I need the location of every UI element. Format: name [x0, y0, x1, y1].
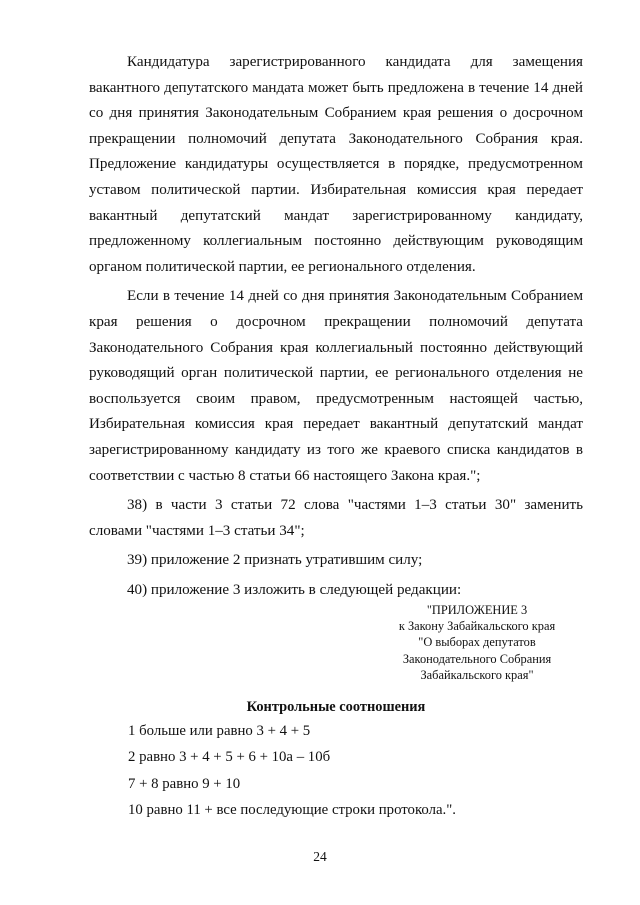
paragraph-item-39: 39) приложение 2 признать утратившим силу;: [127, 552, 423, 569]
appendix-header-line: Забайкальского края": [420, 667, 534, 682]
control-ratio: 10 равно 11 + все последующие строки протокола.".: [128, 801, 456, 818]
appendix-header-line: Законодательного Собрания: [402, 651, 552, 666]
document-body: [89, 50, 583, 603]
paragraph-fourteen-days: Если в течение 14 дней со дня принятия Законодательным Собранием края решения о досрочном прекращении полномочий депутата Законодательного Собрания края коллегиальный постоянно действующий руководящий орган политической партии, ее регионального отделения не воспользуется своим правом, предусмотренным настоящей частью, Избирательная комиссия края передает вакантный депутатский мандат зарегистрированному кандидату из того же краевого списка кандидатов в соответствии с частью 8 статьи 66 настоящего Закона края.";: [89, 288, 583, 484]
appendix-header: [372, 602, 582, 683]
appendix-header-line: к Закону Забайкальского края: [398, 619, 556, 634]
page-number: 24: [313, 849, 327, 864]
section-title: Контрольные соотношения: [246, 699, 426, 715]
control-ratio: 2 равно 3 + 4 + 5 + 6 + 10а – 10б: [128, 749, 331, 766]
control-ratios-list: [128, 718, 568, 823]
appendix-header-line: "ПРИЛОЖЕНИЕ 3: [426, 603, 528, 617]
control-ratio: 7 + 8 равно 9 + 10: [128, 775, 241, 792]
paragraph-mandate-candidate: Кандидатура зарегистрированного кандидата для замещения вакантного депутатского мандата может быть предложена в течение 14 дней со дня принятия Законодательным Собранием края решения о досрочном прекращении полномочий депутата Законодательного Собрания края. Предложение кандидатуры осуществляется в порядке, предусмотренном уставом политической партии. Избирательная комиссия края передает вакантный депутатский мандат зарегистрированному кандидату, предложенному коллегиальным постоянно действующим руководящим органом политической партии, ее регионального отделения.: [89, 54, 583, 275]
paragraph-item-40: 40) приложение 3 изложить в следующей редакции:: [127, 581, 462, 598]
control-ratio: 1 больше или равно 3 + 4 + 5: [128, 723, 311, 739]
appendix-header-line: "О выборах депутатов: [418, 635, 536, 650]
paragraph-item-38: 38) в части 3 статьи 72 слова "частями 1–3 статьи 30" заменить словами "частями 1–3 статьи 34";: [89, 497, 583, 539]
